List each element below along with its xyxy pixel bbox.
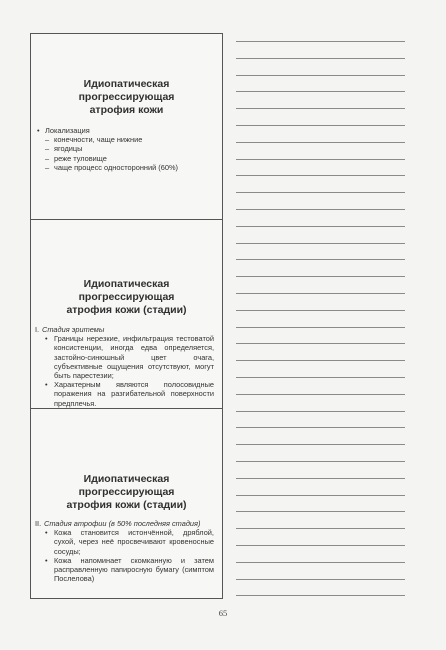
note-line [236,528,405,529]
note-line [236,159,405,160]
note-line [236,192,405,193]
bullet-marker: • [45,334,48,344]
note-line [236,175,405,176]
list-item-text: реже туловище [54,153,107,163]
note-line [236,91,405,92]
list-item [37,144,214,153]
notes-lines [236,32,405,600]
list-item-text: ягодицы [54,144,83,154]
slide-erythema-stage [30,219,223,409]
bullet-marker: • [45,555,48,565]
list-item [35,556,214,584]
dash-marker: – [45,162,50,172]
note-line [236,562,405,563]
note-line [236,58,405,59]
dash-marker: – [45,153,50,163]
list-item [37,154,214,163]
note-line [236,327,405,328]
dash-marker: – [45,135,50,145]
list-heading: Локализация [45,126,90,135]
slide-body [37,126,214,172]
list-item-text: Кожа становится истончённой, дряблой, сухой, через неё просвечивают кровеносные сосуды; [54,528,214,556]
note-line [236,394,405,395]
note-line [236,276,405,277]
list-item [35,334,214,380]
note-line [236,108,405,109]
slide-body [35,519,214,583]
list-item-text: Кожа напоминает скомканную и затем расправленную папиросную бумагу (симптом Послелова) [54,555,214,584]
dash-marker: – [45,144,50,154]
stage-heading-text: Стадия эритемы [42,325,105,334]
note-line [236,310,405,311]
list-item-text: чаще процесс односторонний (60%) [54,162,179,172]
list-item [37,163,214,172]
page-number: 65 [218,608,228,618]
note-line [236,427,405,428]
stage-heading [35,325,214,334]
note-line [236,243,405,244]
note-line [236,226,405,227]
list-item-text: Границы нерезкие, инфильтрация тестоватой консистенции, иногда едва определяется, застойно-синюшный цвет очага, субъективные ощущения отсутствуют, могут быть парестезии; [54,334,214,381]
note-line [236,595,405,596]
bullet-marker: • [45,380,48,390]
list-item-text: конечности, чаще нижние [54,135,143,145]
slide-body [35,325,214,408]
list-item [37,135,214,144]
note-line [236,343,405,344]
roman-numeral: II. [35,519,42,528]
slide-title: Идиопатическая прогрессирующая атрофия кожи [78,78,175,116]
slide-title: Идиопатическая прогрессирующая атрофия кожи (стадии) [66,278,187,316]
note-line [236,579,405,580]
note-line [236,511,405,512]
note-line [236,41,405,42]
note-line [236,411,405,412]
slides-column [30,33,223,599]
note-line [236,478,405,479]
note-line [236,461,405,462]
note-line [236,142,405,143]
note-line [236,360,405,361]
stage-heading-text: Стадия атрофии (в 50% последняя стадия) [44,519,201,528]
note-line [236,495,405,496]
stage-heading [35,519,214,528]
slide-atrophy-stage [30,408,223,599]
note-line [236,444,405,445]
note-line [236,377,405,378]
note-line [236,259,405,260]
slide-title: Идиопатическая прогрессирующая атрофия кожи (стадии) [66,473,187,511]
slide-localization [30,33,223,220]
note-line [236,545,405,546]
list-item [35,528,214,556]
note-line [236,75,405,76]
note-line [236,293,405,294]
list-item-text: Характерным являются полосовидные поражения на разгибательной поверхности предплечья. [54,380,214,408]
roman-numeral: I. [35,325,40,334]
list-item [35,380,214,408]
bullet-item [37,126,214,135]
bullet-marker: • [45,528,48,538]
note-line [236,209,405,210]
bullet-marker: • [37,126,40,135]
note-line [236,125,405,126]
